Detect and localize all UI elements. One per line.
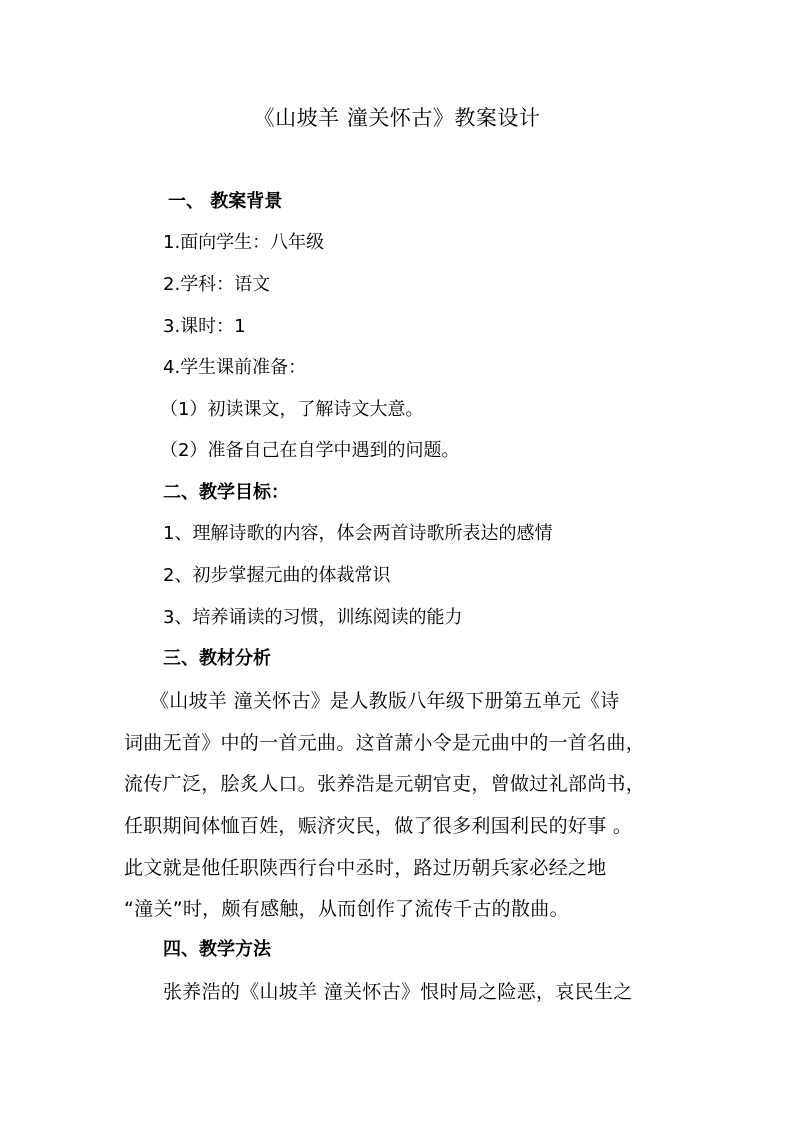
paragraph-line: 流传广泛，脍炙人口。张养浩是元朝官吏，曾做过礼部尚书，: [124, 773, 646, 795]
section-heading-goals: 二、教学目标：: [163, 482, 289, 503]
list-item: 3、培养诵读的习惯，训练阅读的能力: [163, 607, 463, 628]
paragraph-line: 此文就是他任职陕西行台中丞时，路过历朝兵家必经之地: [124, 857, 607, 879]
document-title: 《山坡羊 潼关怀古》教案设计: [253, 106, 541, 130]
list-item: 3.课时：1: [163, 316, 246, 337]
paragraph-line: 词曲无首》中的一首元曲。这首萧小令是元曲中的一首名曲，: [124, 732, 646, 754]
list-item: 1.面向学生：八年级: [163, 232, 325, 253]
paragraph-line: “潼关”时，颇有感触，从而创作了流传千古的散曲。: [124, 898, 569, 920]
list-item: （1）初读课文，了解诗文大意。: [160, 399, 424, 420]
paragraph-line: 任职期间体恤百姓，赈济灾民，做了很多利国利民的好事 。: [124, 815, 633, 837]
paragraph-line: 张养浩的《山坡羊 潼关怀古》恨时局之险恶，哀民生之: [163, 981, 633, 1003]
section-heading-analysis: 三、教材分析: [163, 648, 271, 669]
paragraph-line: 《山坡羊 潼关怀古》是人教版八年级下册第五单元《诗: [150, 690, 620, 712]
list-item: （2）准备自己在自学中遇到的问题。: [160, 440, 460, 461]
section-heading-method: 四、教学方法: [163, 939, 271, 960]
list-item: 4.学生课前准备：: [163, 357, 307, 378]
list-item: 2、初步掌握元曲的体裁常识: [163, 565, 391, 586]
list-item: 2.学科：语文: [163, 274, 271, 295]
section-heading-background: 一、 教案背景: [168, 191, 283, 212]
list-item: 1、理解诗歌的内容，体会两首诗歌所表达的感情: [163, 523, 553, 544]
